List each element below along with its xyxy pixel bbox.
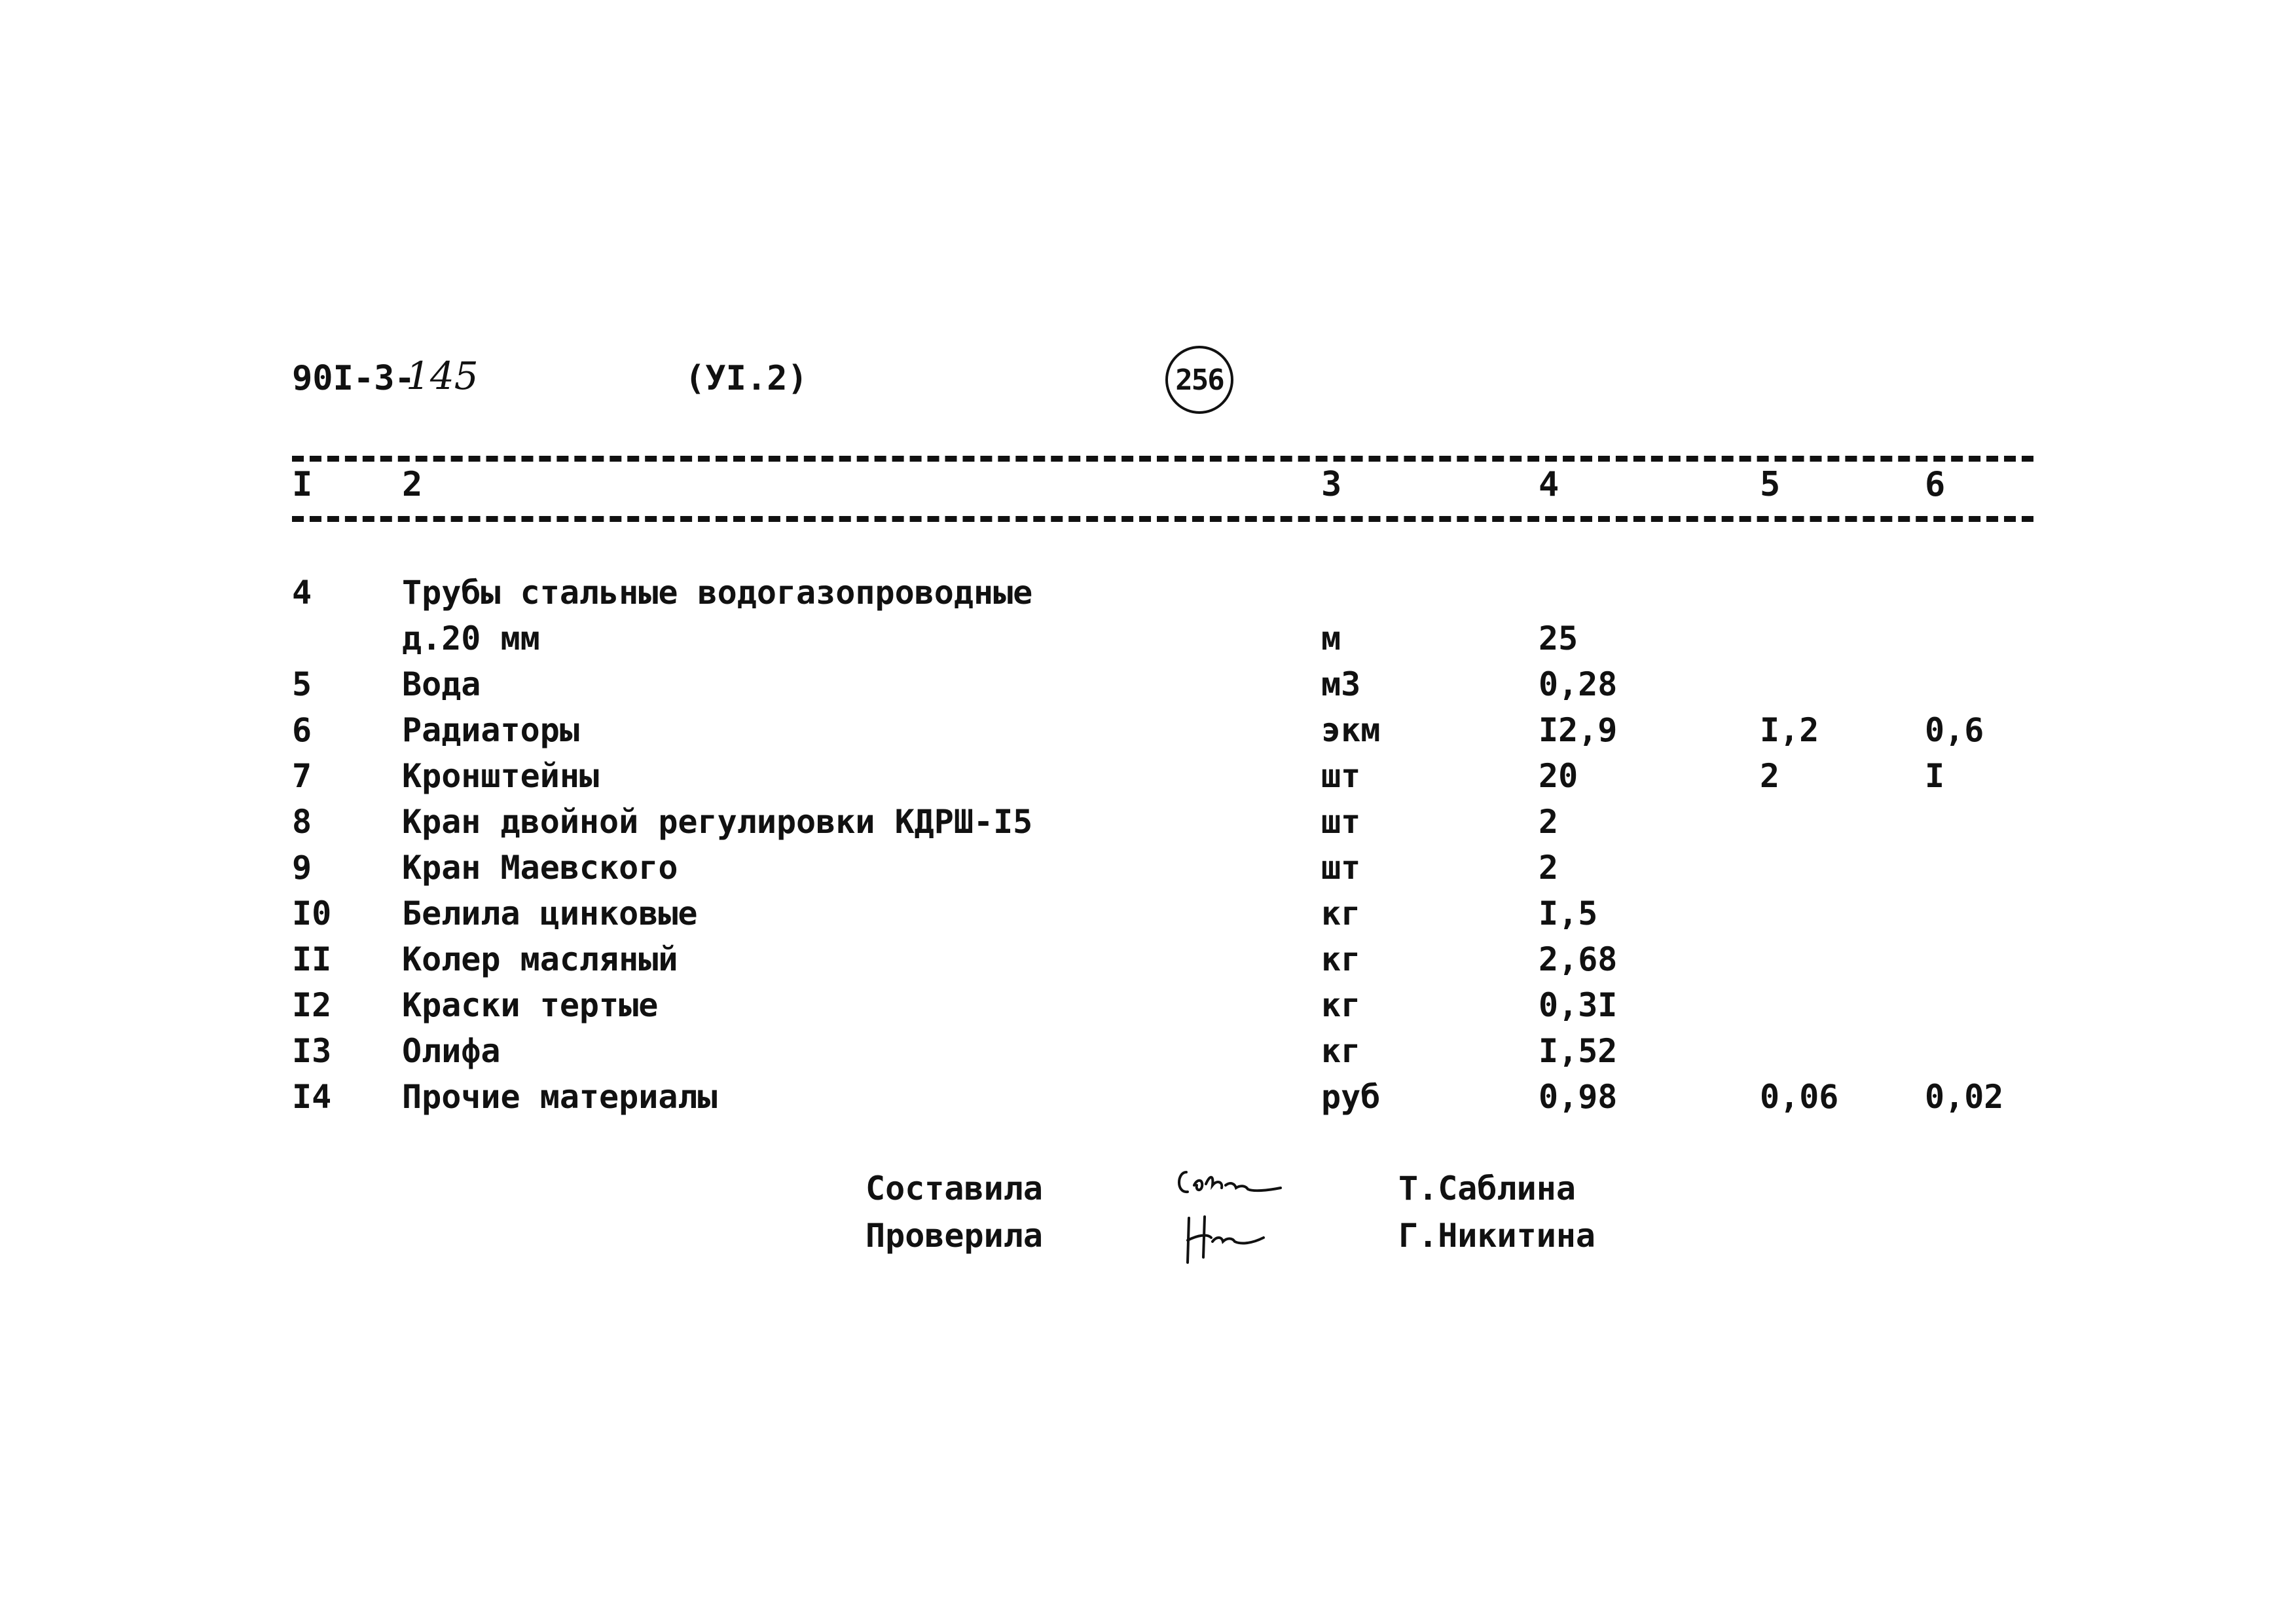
row-quantity: I2,9 [1539, 711, 1618, 749]
row-quantity: 0,3I [1539, 986, 1618, 1024]
row-col5: 0,06 [1760, 1078, 1839, 1116]
row-unit: кг [1321, 1032, 1361, 1070]
compiled-by-label: Составила [866, 1170, 1043, 1208]
header-bottom-rule [292, 516, 2033, 522]
column-header-5: 5 [1760, 465, 1781, 504]
row-number: I4 [292, 1078, 332, 1116]
row-unit: шт [1321, 757, 1361, 795]
column-header-2: 2 [402, 465, 423, 504]
row-name: Олифа [402, 1032, 501, 1070]
row-number: 7 [292, 757, 312, 795]
row-name: Кран двойной регулировки КДРШ-I5 [402, 803, 1033, 841]
row-number: 4 [292, 574, 312, 612]
table-row [0, 940, 2296, 986]
row-unit: экм [1321, 711, 1381, 749]
column-header-6: 6 [1925, 465, 1946, 504]
row-quantity: 2,68 [1539, 940, 1618, 978]
table-row [0, 1078, 2296, 1124]
table-row [0, 803, 2296, 849]
row-number: I0 [292, 895, 332, 932]
row-name: Радиаторы [402, 711, 579, 749]
row-col6: I [1925, 757, 1945, 795]
row-number: I3 [292, 1032, 332, 1070]
compiled-signature [1172, 1153, 1303, 1211]
column-header-1: I [292, 465, 313, 504]
row-quantity: 0,98 [1539, 1078, 1618, 1116]
row-unit: кг [1321, 986, 1361, 1024]
row-name: д.20 мм [402, 619, 540, 657]
row-quantity: I,52 [1539, 1032, 1618, 1070]
row-name: Кронштейны [402, 757, 600, 795]
row-number: 8 [292, 803, 312, 841]
row-col6: 0,02 [1925, 1078, 2004, 1116]
row-name: Трубы стальные водогазопроводные [402, 574, 1033, 612]
row-unit: кг [1321, 940, 1361, 978]
row-quantity: 20 [1539, 757, 1578, 795]
checked-by-label: Проверила [866, 1217, 1043, 1255]
row-name: Вода [402, 665, 481, 703]
compiled-by-name: Т.Саблина [1398, 1170, 1576, 1208]
checked-by-name: Г.Никитина [1398, 1217, 1596, 1255]
table-row [0, 757, 2296, 803]
table-row [0, 895, 2296, 940]
row-quantity: 2 [1539, 803, 1559, 841]
document-code: 90I-3- [292, 359, 415, 398]
table-row [0, 665, 2296, 711]
row-col5: I,2 [1760, 711, 1819, 749]
section-code: (УI.2) [685, 359, 808, 398]
row-number: 5 [292, 665, 312, 703]
row-name: Белила цинковые [402, 895, 698, 932]
row-number: II [292, 940, 332, 978]
row-unit: м [1321, 619, 1341, 657]
checked-signature [1172, 1205, 1303, 1270]
row-number: 6 [292, 711, 312, 749]
row-name: Кран Маевского [402, 849, 678, 887]
row-quantity: 0,28 [1539, 665, 1618, 703]
row-unit: кг [1321, 895, 1361, 932]
table-row [0, 574, 2296, 619]
row-unit: руб [1321, 1078, 1381, 1116]
document-code-handwritten: 145 [406, 354, 479, 398]
row-col6: 0,6 [1925, 711, 1984, 749]
column-header-4: 4 [1539, 465, 1559, 504]
page-number: 256 [1175, 363, 1224, 397]
row-col5: 2 [1760, 757, 1780, 795]
table-row [0, 711, 2296, 757]
row-number: I2 [292, 986, 332, 1024]
row-quantity: I,5 [1539, 895, 1598, 932]
row-quantity: 2 [1539, 849, 1559, 887]
table-row [0, 986, 2296, 1032]
row-name: Прочие материалы [402, 1078, 718, 1116]
row-number: 9 [292, 849, 312, 887]
header-top-rule [292, 456, 2033, 462]
table-row [0, 849, 2296, 895]
row-quantity: 25 [1539, 619, 1578, 657]
row-unit: шт [1321, 803, 1361, 841]
table-row [0, 619, 2296, 665]
page-number-circle [1165, 346, 1233, 414]
column-header-3: 3 [1321, 465, 1342, 504]
row-unit: м3 [1321, 665, 1361, 703]
row-name: Краски тертые [402, 986, 659, 1024]
table-row [0, 1032, 2296, 1078]
row-name: Колер масляный [402, 940, 678, 978]
row-unit: шт [1321, 849, 1361, 887]
